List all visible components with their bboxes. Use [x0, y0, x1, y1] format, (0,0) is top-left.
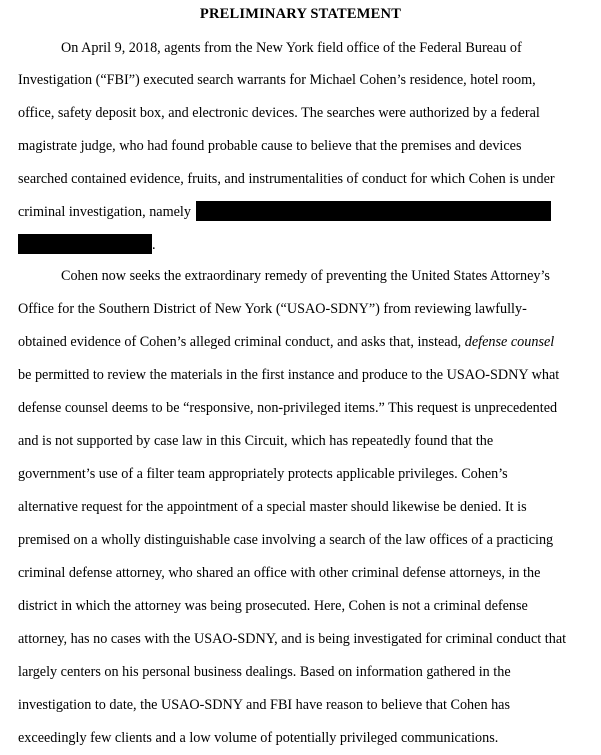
- paragraph-2-line-4: be permitted to review the materials in the first instance and produce to the USAO-SDNY what: [18, 367, 560, 383]
- paragraph-2-line-7: government’s use of a filter team appropriately protects applicable privileges. Cohen’s: [18, 466, 508, 482]
- paragraph-2-line-6: and is not supported by case law in this Circuit, which has repeatedly found that the: [18, 433, 494, 449]
- paragraph-2-line-13: largely centers on his personal business dealings. Based on information gathered in the: [18, 664, 511, 680]
- paragraph-1-period: .: [152, 237, 156, 253]
- paragraph-2-line-12: attorney, has no cases with the USAO-SDNY, and is being investigated for criminal conduct that: [18, 631, 567, 647]
- paragraph-2-line-8: alternative request for the appointment of a special master should likewise be denied. It is: [18, 499, 527, 515]
- paragraph-1-line-2: Investigation (“FBI”) executed search warrants for Michael Cohen’s residence, hotel room,: [18, 72, 536, 88]
- paragraph-2-line-15: exceedingly few clients and a low volume of potentially privileged communications.: [18, 730, 499, 746]
- paragraph-2-line-1: Cohen now seeks the extraordinary remedy of preventing the United States Attorney’s: [61, 268, 550, 284]
- paragraph-2-line-9: premised on a wholly distinguishable case involving a search of the law offices of a practicing: [18, 532, 554, 548]
- redaction-block-2: [18, 234, 152, 254]
- redaction-block-1: [196, 201, 551, 221]
- paragraph-1-line-6: criminal investigation, namely: [18, 204, 191, 220]
- paragraph-2-line-11: district in which the attorney was being prosecuted. Here, Cohen is not a criminal defense: [18, 598, 528, 614]
- paragraph-1-line-1: On April 9, 2018, agents from the New York field office of the Federal Bureau of: [61, 40, 522, 56]
- paragraph-1-line-5: searched contained evidence, fruits, and instrumentalities of conduct for which Cohen is under: [18, 171, 555, 187]
- paragraph-2-line-10: criminal defense attorney, who shared an office with other criminal defense attorneys, in the: [18, 565, 541, 581]
- paragraph-1-line-3: office, safety deposit box, and electronic devices. The searches were authorized by a federal: [18, 105, 540, 121]
- paragraph-2-line-5: defense counsel deems to be “responsive, non-privileged items.” This request is unprecedented: [18, 400, 558, 416]
- paragraph-2-line-3-text: obtained evidence of Cohen’s alleged criminal conduct, and asks that, instead,: [18, 334, 465, 350]
- paragraph-2-italic-text: defense counsel: [464, 334, 555, 350]
- paragraph-2-line-14: investigation to date, the USAO-SDNY and FBI have reason to believe that Cohen has: [18, 697, 510, 713]
- paragraph-1-line-4: magistrate judge, who had found probable cause to believe that the premises and devices: [18, 138, 522, 154]
- paragraph-2-line-3: [18, 333, 554, 351]
- section-heading: PRELIMINARY STATEMENT: [199, 6, 402, 22]
- paragraph-2-line-2: Office for the Southern District of New York (“USAO-SDNY”) from reviewing lawfully-: [18, 301, 527, 317]
